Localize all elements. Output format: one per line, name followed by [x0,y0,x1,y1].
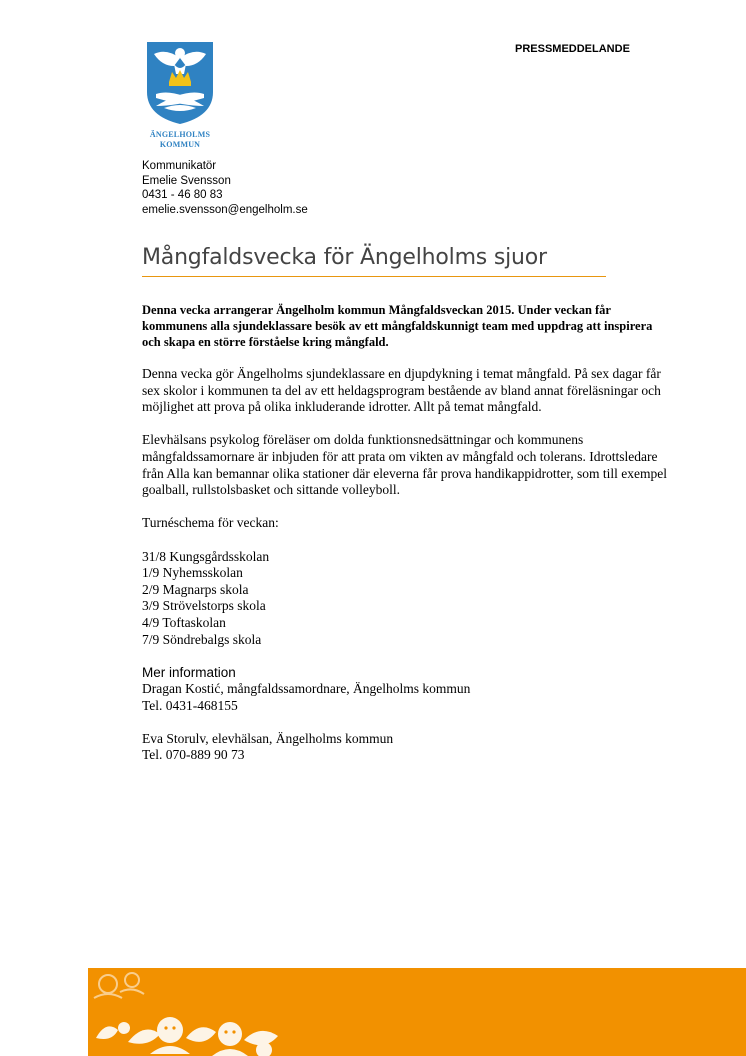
more-info-name: Eva Storulv, elevhälsan, Ängelholms kommun [142,730,394,746]
more-info-contact-1 [142,681,682,714]
contact-name: Emelie Svensson [142,174,231,187]
schedule-item: 1/9 Nyhemsskolan [142,565,243,581]
logo-text-line2: KOMMUN [159,140,201,149]
contact-block [142,159,308,217]
schedule-intro: Turnéschema för veckan: [142,515,279,531]
press-release-label: PRESSMEDDELANDE [515,43,630,55]
logo-text-line1: ÄNGELHOLMS [149,130,211,139]
body-paragraph: Denna vecka gör Ängelholms sjundeklassare en djupdykning i temat mångfald. På sex dagar får sex skolor i kommunen ta del av ett heldagsprogram bestående av bland annat föreläsningar och möjlighet att prova på olika inkluderande idrotter. Allt på temat mångfald. [142,366,661,415]
municipality-logo [140,40,220,150]
more-info-name: Dragan Kostić, mångfaldssamordnare, Ängelholms kommun [142,681,471,697]
footer-banner [88,968,746,1056]
more-info-contact-2 [142,731,682,764]
contact-phone: 0431 - 46 80 83 [142,189,223,201]
tour-schedule [142,549,682,649]
schedule-item: 3/9 Strövelstorps skola [142,598,266,614]
body-paragraph: Elevhälsans psykolog föreläser om dolda funktionsnedsättningar och kommunens mångfaldssamornare är inbjuden för att prata om vikten av mångfald och tolerans. Idrottsledare från Alla kan bemannar olika stationer där eleverna får prova handikappidrotter, som till exempel goalball, rullstolsbasket och sittande volleyboll. [142,432,668,498]
more-info-heading: Mer information [142,665,236,681]
coat-of-arms-icon [144,40,216,126]
more-info-phone: Tel. 070-889 90 73 [142,747,245,763]
lead-paragraph: Denna vecka arrangerar Ängelholm kommun Mångfaldsveckan 2015. Under veckan får kommunens alla sjundeklassare besök av ett mångfaldskunnigt team med uppdrag att inspirera och skapa en större förståelse kring mångfald. [142,303,653,349]
more-info-phone: Tel. 0431-468155 [142,697,238,713]
article-body [142,366,682,764]
schedule-item: 2/9 Magnarps skola [142,581,249,597]
schedule-item: 7/9 Söndrebalgs skola [142,631,262,647]
schedule-item: 4/9 Toftaskolan [142,614,226,630]
contact-role: Kommunikatör [142,160,217,172]
page-title: Mångfaldsvecka för Ängelholms sjuor [142,245,606,277]
contact-email[interactable]: emelie.svensson@engelholm.se [142,203,308,216]
angel-pattern-icon [88,968,746,1056]
schedule-item: 31/8 Kungsgårdsskolan [142,548,270,564]
